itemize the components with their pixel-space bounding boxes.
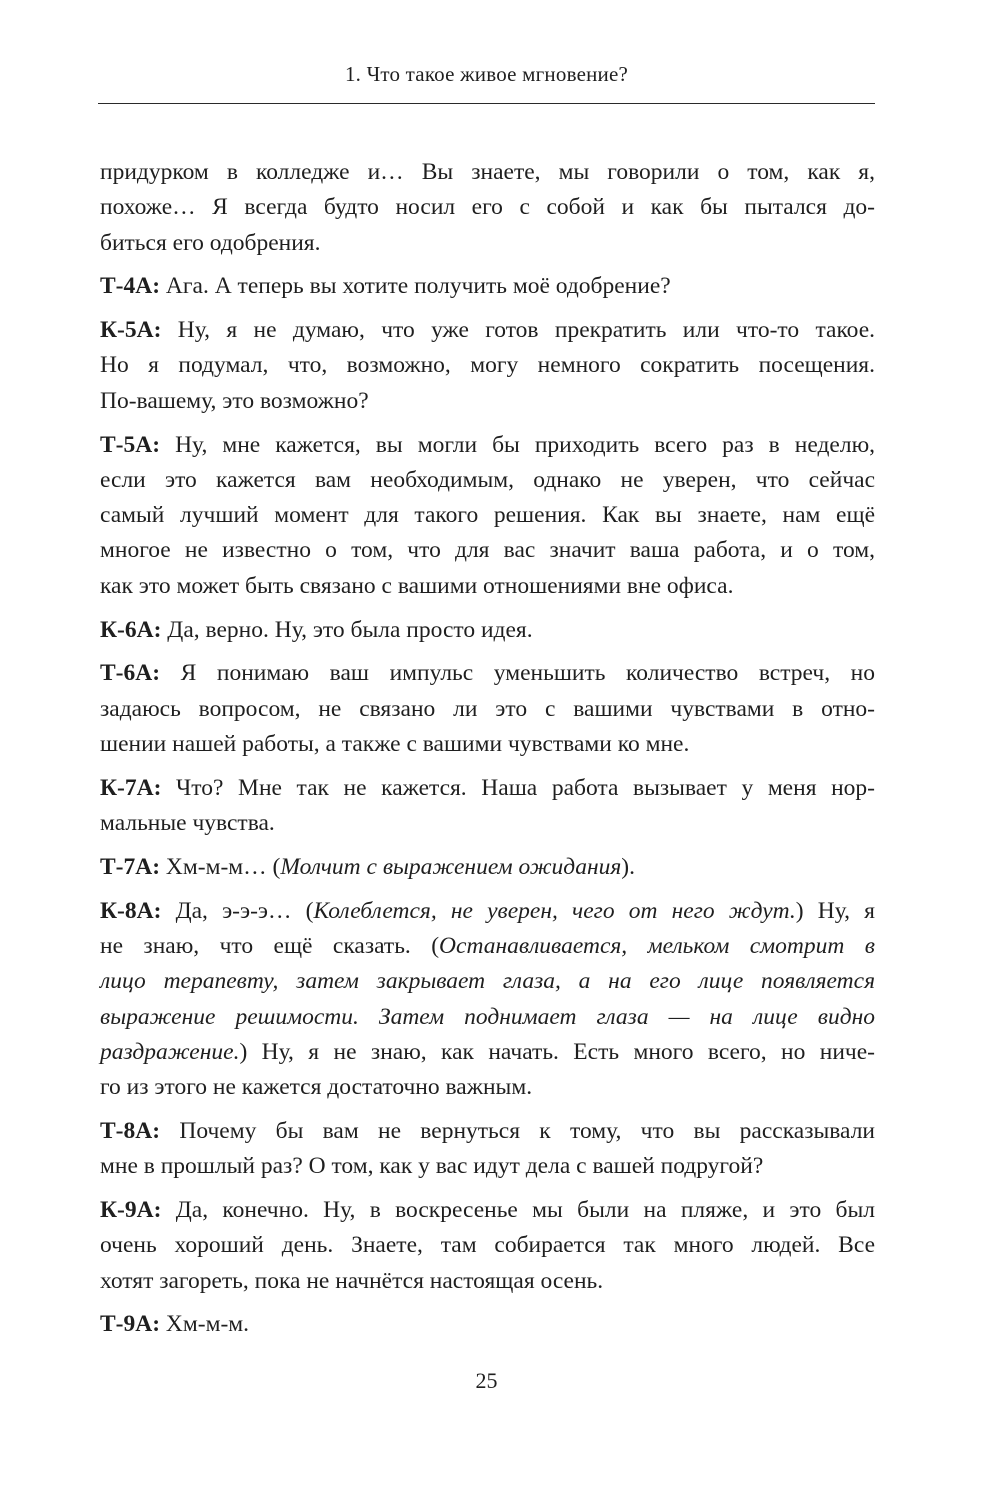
text-line <box>100 1193 875 1228</box>
text-line <box>100 226 875 261</box>
paragraph-gap <box>100 261 875 270</box>
text-line <box>100 348 875 383</box>
text-line <box>100 692 875 727</box>
paragraph-gap <box>100 648 875 657</box>
speaker-label: Т-4А: <box>100 273 161 300</box>
text-line <box>100 929 875 964</box>
dialogue-text: Почему бы вам не вернуться к тому, что вы рассказывали <box>179 1117 876 1144</box>
running-head-title: 1. Что такое живое мгновение? <box>344 62 629 86</box>
dialogue-text: го из этого не кажется достаточно важным. <box>100 1074 533 1101</box>
text-line <box>100 1070 875 1105</box>
text-line <box>100 384 875 419</box>
dialogue-text: Но я подумал, что, возможно, могу немного сократить посещения. <box>100 352 875 379</box>
paragraph-gap <box>100 1299 875 1308</box>
page-number: 25 <box>475 1368 498 1393</box>
dialogue-text: Ну, мне кажется, вы могли бы приходить всего раз в неделю, <box>175 431 876 458</box>
dialogue-text: Хм-м-м… ( <box>165 853 281 880</box>
text-line <box>100 533 875 568</box>
text-line <box>100 313 875 348</box>
text-line <box>100 569 875 604</box>
speaker-label: Т-8А: <box>100 1117 161 1144</box>
text-line <box>100 428 875 463</box>
dialogue-text: очень хороший день. Знаете, там собирается так много людей. Все <box>100 1232 875 1259</box>
speaker-label: К-8А: <box>100 897 162 924</box>
dialogue-text: если это кажется вам необходимым, однако не уверен, что сейчас <box>100 466 875 493</box>
text-line <box>100 850 875 885</box>
paragraph-gap <box>100 305 875 314</box>
text-line <box>100 1114 875 1149</box>
text-line <box>100 1035 875 1070</box>
dialogue-text: биться его одобрения. <box>100 229 321 256</box>
paragraph-gap <box>100 604 875 613</box>
text-line <box>100 894 875 929</box>
dialogue-text: не знаю, что ещё сказать. ( <box>100 932 440 959</box>
header-rule <box>98 103 875 104</box>
text-line <box>100 269 875 304</box>
text-line <box>100 771 875 806</box>
dialogue-text: Я понимаю ваш импульс уменьшить количество встреч, но <box>180 660 875 687</box>
paragraph-gap <box>100 762 875 771</box>
text-line <box>100 190 875 225</box>
paragraph-gap <box>100 1185 875 1194</box>
text-line <box>100 1149 875 1184</box>
text-line <box>100 656 875 691</box>
dialogue-text: похоже… Я всегда будто носил его с собой и как бы пытался до- <box>100 194 875 221</box>
text-line <box>100 498 875 533</box>
stage-direction: Останавливается, мельком смотрит в <box>439 932 875 959</box>
dialogue-text: хотят загореть, пока не начнётся настоящая осень. <box>100 1267 604 1294</box>
text-line <box>100 964 875 999</box>
dialogue-text: ) Ну, я <box>795 897 875 924</box>
speaker-label: Т-9А: <box>100 1311 161 1338</box>
dialogue-text: Ага. А теперь вы хотите получить моё одобрение? <box>165 273 671 300</box>
speaker-label: К-6А: <box>100 616 162 643</box>
text-line <box>100 613 875 648</box>
dialogue-text: задаюсь вопросом, не связано ли это с вашими чувствами в отно- <box>100 695 875 722</box>
dialogue-text: многое не известно о том, что для вас значит ваша работа, и о том, <box>100 537 875 564</box>
dialogue-text: Да, э-э-э… ( <box>175 897 314 924</box>
dialogue-text: шении нашей работы, а также с вашими чувствами ко мне. <box>100 730 690 757</box>
dialogue-text: Хм-м-м. <box>165 1311 250 1338</box>
speaker-label: Т-7А: <box>100 853 161 880</box>
paragraph-gap <box>100 841 875 850</box>
text-line <box>100 155 875 190</box>
speaker-label: Т-6А: <box>100 660 161 687</box>
text-line <box>100 727 875 762</box>
stage-direction: раздражение. <box>100 1038 240 1065</box>
dialogue-text: Да, верно. Ну, это была просто идея. <box>167 616 533 643</box>
dialogue-text: Что? Мне так не кажется. Наша работа вызывает у меня нор- <box>176 774 876 801</box>
dialogue-text: мальные чувства. <box>100 810 275 837</box>
speaker-label: К-5А: <box>100 317 162 344</box>
text-line <box>100 1000 875 1035</box>
dialogue-text: придурком в колледже и… Вы знаете, мы говорили о том, как я, <box>100 159 875 185</box>
dialogue-text: ). <box>621 853 635 880</box>
text-line <box>100 1307 875 1342</box>
paragraph-gap <box>100 1105 875 1114</box>
stage-direction: Молчит с выражением ожидания <box>280 853 622 880</box>
dialogue-text: самый лучший момент для такого решения. Как вы знаете, нам ещё <box>100 502 875 529</box>
dialogue-text: как это может быть связано с вашими отношениями вне офиса. <box>100 572 734 599</box>
dialogue-text: Ну, я не думаю, что уже готов прекратить или что-то такое. <box>177 317 876 344</box>
stage-direction: Колеблется, не уверен, чего от него ждут. <box>313 897 796 924</box>
dialogue-text: ) Ну, я не знаю, как начать. Есть много всего, но ниче- <box>239 1038 875 1065</box>
text-line <box>100 1264 875 1299</box>
stage-direction: лицо терапевту, затем закрывает глаза, а на его лице появляется <box>100 968 875 995</box>
text-line <box>100 806 875 841</box>
dialogue-text: мне в прошлый раз? О том, как у вас идут дела с вашей подругой? <box>100 1153 764 1180</box>
paragraph-gap <box>100 419 875 428</box>
paragraph-gap <box>100 885 875 894</box>
speaker-label: Т-5А: <box>100 431 161 458</box>
dialogue-text: Да, конечно. Ну, в воскресенье мы были на пляже, и это был <box>175 1197 875 1224</box>
stage-direction: выражение решимости. Затем поднимает глаза — на лице видно <box>100 1003 875 1030</box>
speaker-label: К-7А: <box>100 774 162 801</box>
text-line <box>100 463 875 498</box>
speaker-label: К-9А: <box>100 1197 162 1224</box>
text-line <box>100 1228 875 1263</box>
page-body <box>100 155 875 1343</box>
dialogue-text: По-вашему, это возможно? <box>100 387 369 414</box>
